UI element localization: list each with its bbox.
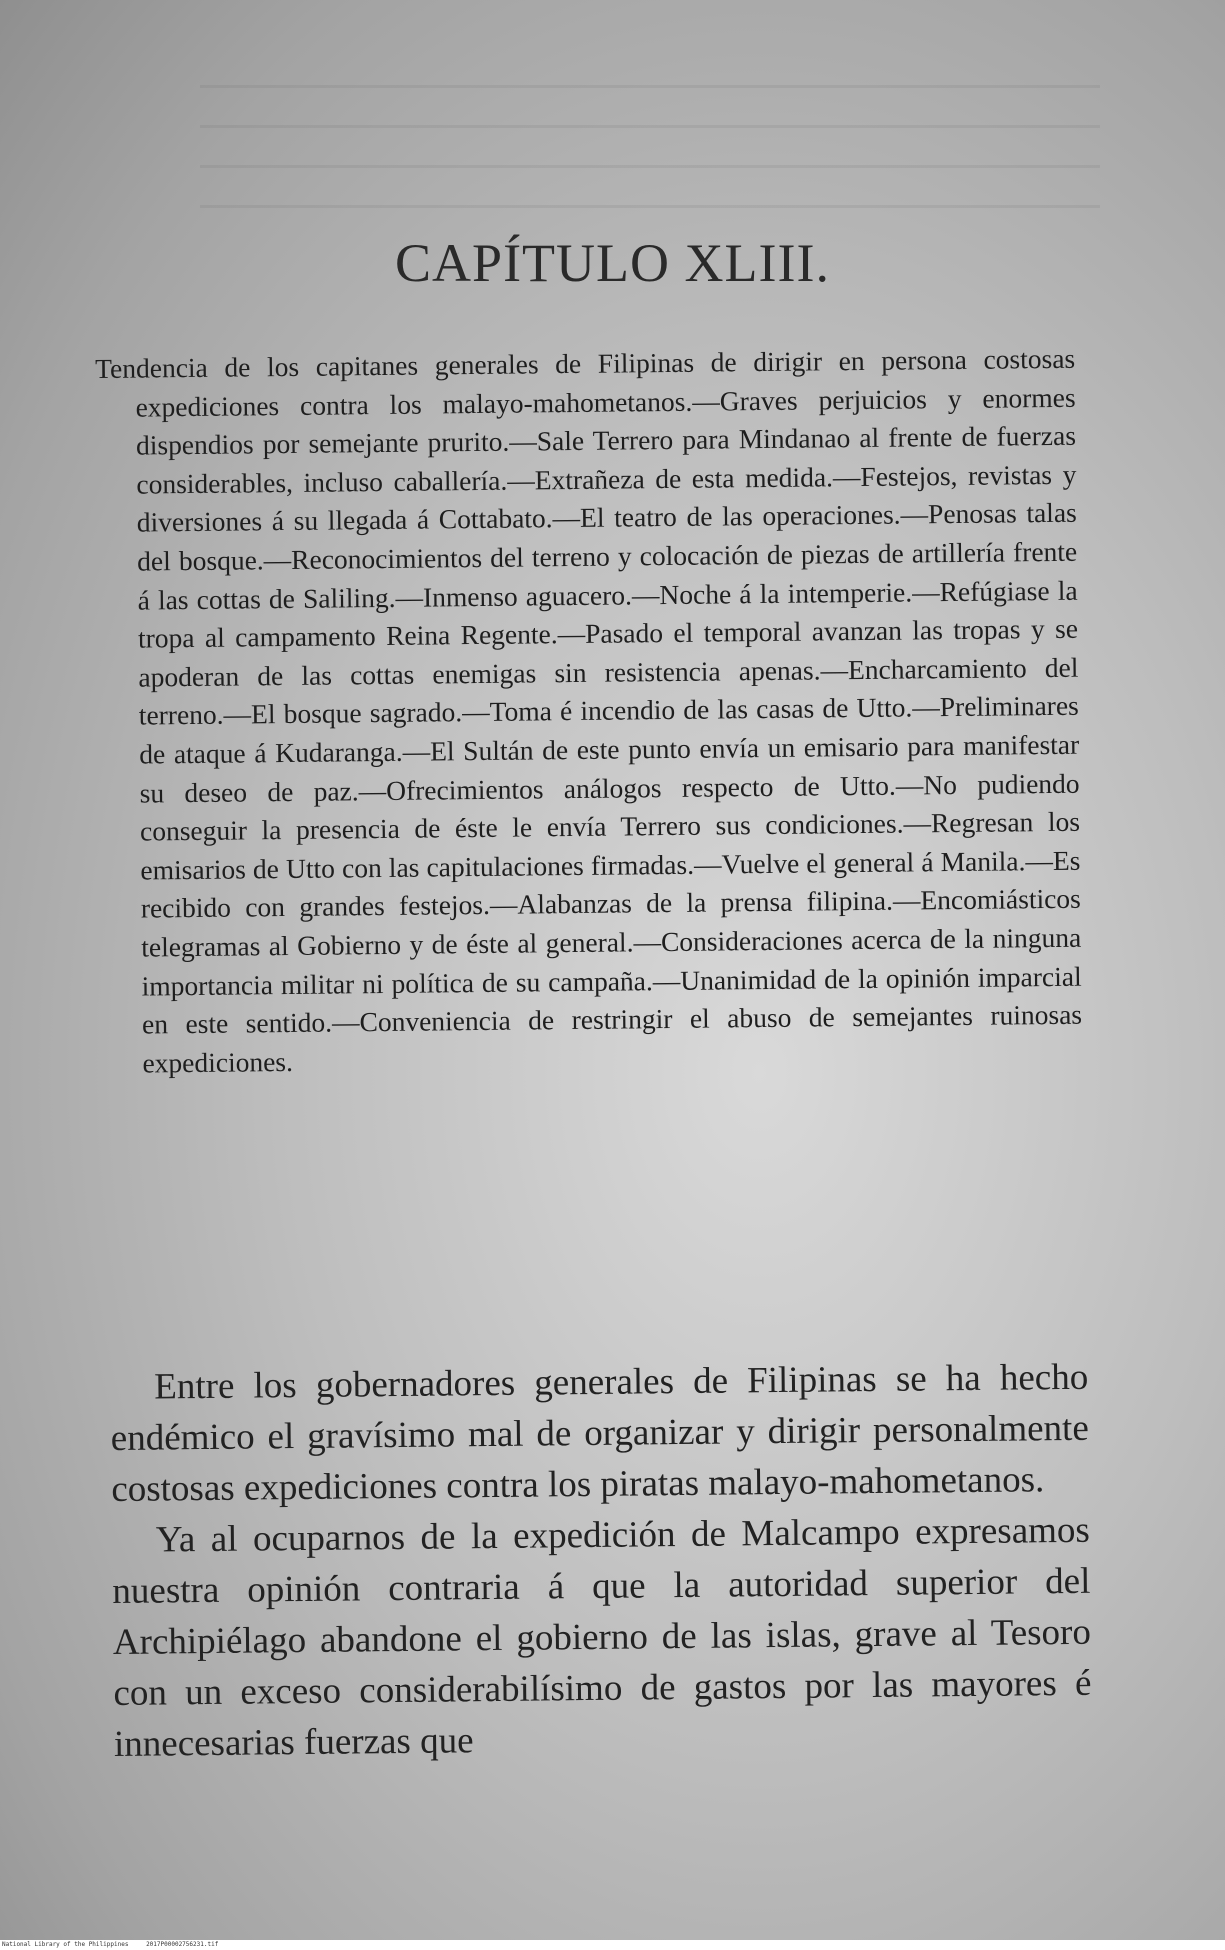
chapter-summary-text: Tendencia de los capitanes generales de Filipinas de dirigir en persona costosas expediciones contra los malayo-mahometanos.—Graves perjuicios y enormes dispendios por semejante prurito.—Sale Terrero para Mindanao al frente de fuerzas considerables, incluso caballería.—Extrañeza de esta medida.—Festejos, revistas y diversiones á su llegada á Cottabato.—El teatro de las operaciones.—Penosas talas del bosque.—Reconocimientos del terreno y colocación de piezas de artillería frente á las cottas de Saliling.—Inmenso aguacero.—Noche á la intemperie.—Refúgiase la tropa al campamento Reina Regente.—Pasado el temporal avanzan las tropas y se apoderan de las cottas enemigas sin resistencia apenas.—Encharcamiento del terreno.—El bosque sagrado.—Toma é incendio de las casas de Utto.—Preliminares de ataque á Kudaranga.—El Sultán de este punto envía un emisario para manifestar su deseo de paz.—Ofrecimientos análogos respecto de Utto.—No pudiendo conseguir la presencia de éste le envía Terrero sus condiciones.—Regresan los emisarios de Utto con las capitulaciones firmadas.—Vuelve el general á Manila.—Es recibido con grandes festejos.—Alabanzas de la prensa filipina.—Encomiásticos telegramas al Gobierno y de éste al general.—Consideraciones acerca de la ninguna importancia militar ni política de su campaña.—Unanimidad de la opinión imparcial en este sentido.—Conveniencia de restringir el abuso de semejantes ruinosas expediciones. [95, 342, 1083, 1079]
paragraph-1: Entre los gobernadores generales de Filipinas se ha hecho endémico el gravísimo mal de organizar y dirigir personalmente costosas expediciones contra los piratas malayo-mahometanos. [110, 1356, 1089, 1510]
scan-footer [0, 1940, 1225, 1950]
library-name: National Library of the Philippines [2, 1941, 129, 1948]
paragraph-2: Ya al ocuparnos de la expedición de Malcampo expresamos nuestra opinión contraria á que la autoridad superior del Archipiélago abandone el gobierno de las islas, grave al Tesoro con un exceso considerabilísimo de gastos por las mayores é innecesarias fuerzas que [112, 1509, 1092, 1765]
body-text [110, 1352, 1092, 1770]
chapter-title: CAPÍTULO XLIII. [395, 233, 830, 293]
chapter-summary [95, 340, 1083, 1084]
bleed-through-text [200, 85, 1100, 235]
file-id: 2017P00002756231.tif [146, 1941, 219, 1948]
